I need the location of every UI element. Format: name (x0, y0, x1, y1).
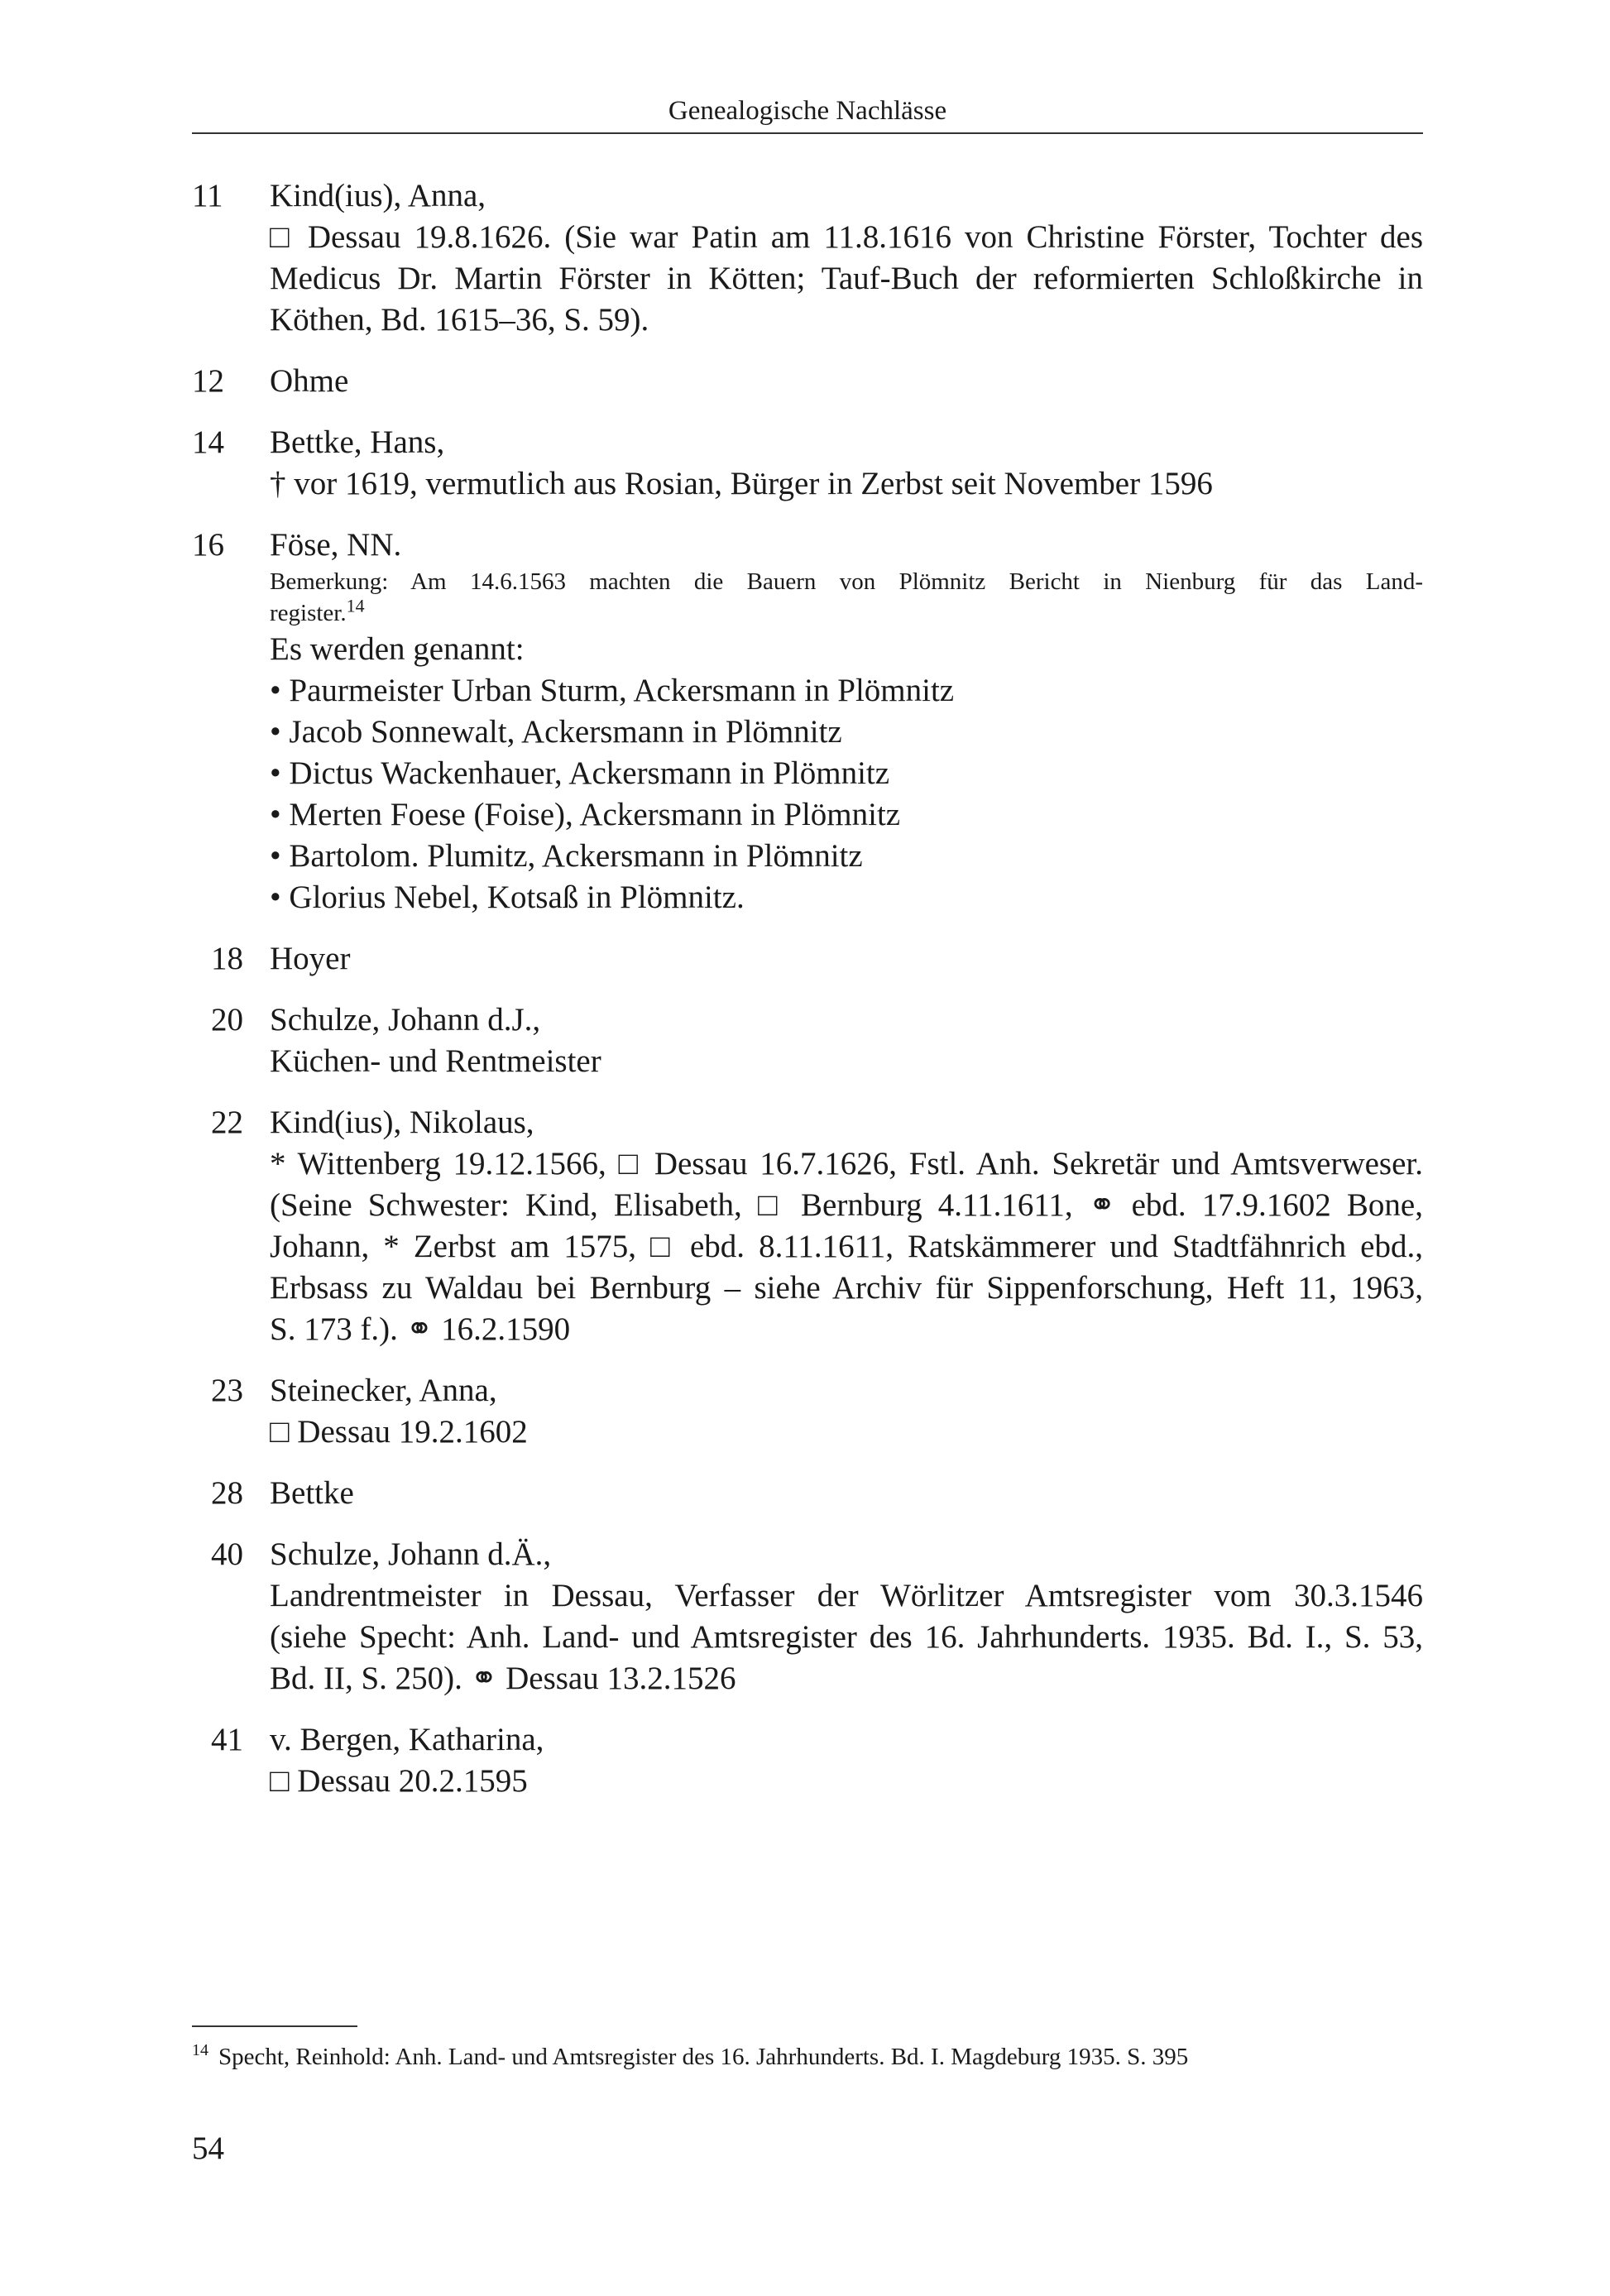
entry-line: (Seine Schwester: Kind, Elisabeth, □ Bernburg 4.11.1611, ⚭ ebd. 17.9.1602 Bone, (270, 1187, 1423, 1223)
remark-line: Bemerkung: Am 14.6.1563 machten die Bauern von Plömnitz Bericht in Nienburg für das Land- (270, 568, 1423, 595)
running-header: Genealogische Nachlässe (192, 89, 1423, 134)
list-item: • Jacob Sonnewalt, Ackersmann in Plömnitz (270, 714, 842, 750)
entry-line: Ohme (270, 363, 349, 399)
entry-line: (siehe Specht: Anh. Land- und Amtsregister des 16. Jahrhunderts. 1935. Bd. I., S. 53, (270, 1619, 1423, 1655)
entry-number: 16 (192, 527, 224, 563)
entry-line: □ Dessau 20.2.1595 (270, 1763, 528, 1799)
entry-line: S. 173 f.). ⚭ 16.2.1590 (270, 1311, 571, 1347)
entry-body (270, 361, 1423, 402)
entry-line: Erbsass zu Waldau bei Bernburg – siehe Archiv für Sippenforschung, Heft 11, 1963, (270, 1270, 1423, 1306)
page-number: 54 (192, 2131, 224, 2166)
list-intro: Es werden genannt: (270, 631, 525, 667)
footnote-text: Specht, Reinhold: Anh. Land- und Amtsregister des 16. Jahrhunderts. Bd. I. Magdeburg 1935. S. 395 (218, 2044, 1189, 2070)
entry-line: Hoyer (270, 941, 351, 976)
entry-20 (0, 999, 1610, 1082)
list-item: • Bartolom. Plumitz, Ackersmann in Plömnitz (270, 838, 863, 874)
entry-line: □ Dessau 19.2.1602 (270, 1414, 528, 1450)
entry-line: Schulze, Johann d.J., (270, 1002, 541, 1038)
remark (270, 566, 1423, 629)
entry-body (270, 175, 1423, 341)
entry-body (270, 1534, 1423, 1699)
footnote-divider (192, 2025, 357, 2027)
entry-line: Köthen, Bd. 1615–36, S. 59). (270, 302, 649, 338)
entry-line: Landrentmeister in Dessau, Verfasser der Wörlitzer Amtsregister vom 30.3.1546 (270, 1578, 1423, 1613)
entry-18 (0, 938, 1610, 980)
entry-line: Bd. II, S. 250). ⚭ Dessau 13.2.1526 (270, 1661, 736, 1696)
entry-14 (0, 422, 1610, 505)
entry-41 (0, 1719, 1610, 1802)
entry-body (270, 1102, 1423, 1350)
entry-line: Johann, * Zerbst am 1575, □ ebd. 8.11.1611, Ratskämmerer und Stadtfähnrich ebd., (270, 1229, 1423, 1264)
entry-number: 12 (192, 363, 224, 399)
entry-line: Steinecker, Anna, (270, 1373, 497, 1408)
entry-body (270, 1719, 1423, 1802)
list-item: • Dictus Wackenhauer, Ackersmann in Plömnitz (270, 755, 890, 791)
remark-text: register. (270, 600, 347, 626)
entry-line: Küchen- und Rentmeister (270, 1043, 601, 1079)
footnote (192, 2040, 1423, 2073)
entry-line: Schulze, Johann d.Ä., (270, 1536, 552, 1572)
entry-body (270, 1370, 1423, 1453)
list-item: • Glorius Nebel, Kotsaß in Plömnitz. (270, 880, 745, 915)
entry-line: Kind(ius), Nikolaus, (270, 1105, 534, 1140)
entry-line: Medicus Dr. Martin Förster in Kötten; Tauf-Buch der reformierten Schloßkirche in (270, 261, 1423, 296)
entry-12 (0, 361, 1610, 402)
entry-line: Bettke (270, 1475, 354, 1511)
entry-number: 22 (211, 1105, 243, 1140)
entry-number: 41 (211, 1722, 243, 1757)
entry-list (0, 175, 1610, 1822)
footnote-reference: 14 (346, 595, 365, 616)
entry-22 (0, 1102, 1610, 1350)
entry-line: Föse, NN. (270, 527, 402, 563)
entry-body (270, 938, 1423, 980)
entry-number: 14 (192, 424, 224, 460)
entry-line: † vor 1619, vermutlich aus Rosian, Bürger in Zerbst seit November 1596 (270, 466, 1213, 501)
entry-number: 23 (211, 1373, 243, 1408)
list-item: • Merten Foese (Foise), Ackersmann in Plömnitz (270, 797, 901, 832)
entry-line: □ Dessau 19.8.1626. (Sie war Patin am 11.8.1616 von Christine Förster, Tochter des (270, 219, 1423, 255)
entry-line: v. Bergen, Katharina, (270, 1722, 544, 1757)
entry-number: 40 (211, 1536, 243, 1572)
entry-number: 28 (211, 1475, 243, 1511)
entry-line: Kind(ius), Anna, (270, 178, 486, 213)
entry-number: 11 (192, 178, 223, 213)
entry-40 (0, 1534, 1610, 1699)
entry-body (270, 1473, 1423, 1514)
remark-line-end (270, 597, 1423, 629)
list-item: • Paurmeister Urban Sturm, Ackersmann in Plömnitz (270, 673, 955, 708)
entry-number: 18 (211, 941, 243, 976)
footnote-mark: 14 (192, 2041, 208, 2060)
entry-28 (0, 1473, 1610, 1514)
entry-body (270, 422, 1423, 505)
entry-16 (0, 525, 1610, 918)
entry-23 (0, 1370, 1610, 1453)
entry-body (270, 999, 1423, 1082)
entry-11 (0, 175, 1610, 341)
entry-number: 20 (211, 1002, 243, 1038)
entry-body (270, 525, 1423, 918)
entry-line: Bettke, Hans, (270, 424, 445, 460)
entry-line: * Wittenberg 19.12.1566, □ Dessau 16.7.1626, Fstl. Anh. Sekretär und Amtsverweser. (270, 1146, 1423, 1182)
